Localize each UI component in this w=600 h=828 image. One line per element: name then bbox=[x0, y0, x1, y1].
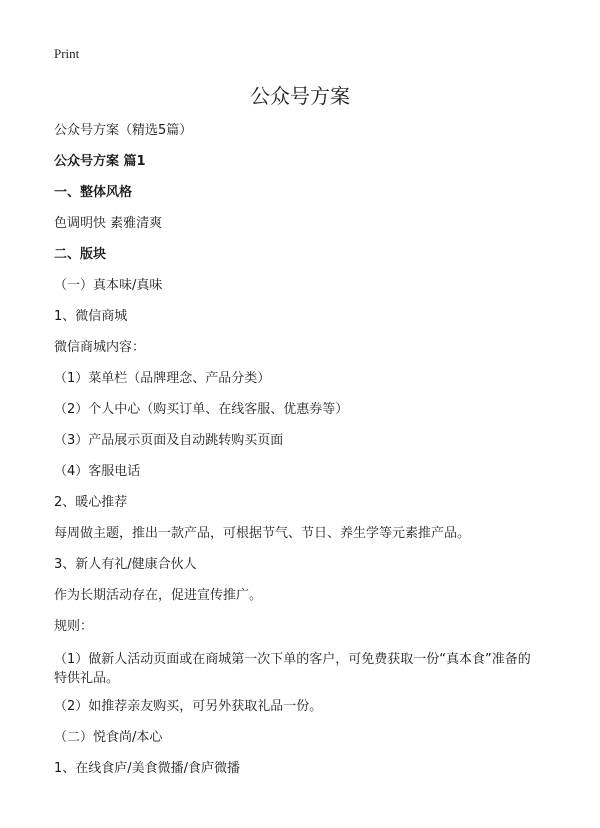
list-item: （2）如推荐亲友购买，可另外获取礼品一份。 bbox=[54, 699, 323, 714]
subheading-line: （一）真本味/真味 bbox=[54, 278, 163, 293]
list-item: 2、暖心推荐 bbox=[54, 495, 128, 510]
paragraph-line: 规则： bbox=[54, 619, 94, 634]
list-item: （1）菜单栏（品牌理念、产品分类） bbox=[54, 371, 271, 386]
document-title: 公众号方案 bbox=[250, 84, 350, 108]
list-item: 1、在线食庐/美食微播/食庐微播 bbox=[54, 761, 241, 776]
list-item: （3）产品展示页面及自动跳转购买页面 bbox=[54, 433, 284, 448]
paragraph-line: 色调明快 素雅清爽 bbox=[54, 216, 163, 231]
subtitle-line: 公众号方案（精选5篇） bbox=[54, 123, 193, 138]
list-item: （4）客服电话 bbox=[54, 464, 141, 479]
list-item: （1）做新人活动页面或在商城第一次下单的客户，可免费获取一份“真本食”准备的特供礼品。 bbox=[54, 652, 531, 686]
subheading-line: （二）悦食尚/本心 bbox=[54, 730, 163, 745]
section-heading-part1: 公众号方案 篇1 bbox=[54, 154, 146, 169]
list-item: （2）个人中心（购买订单、在线客服、优惠券等） bbox=[54, 402, 349, 417]
list-item: 1、微信商城 bbox=[54, 309, 128, 324]
list-item: 3、新人有礼/健康合伙人 bbox=[54, 557, 197, 572]
print-label: Print bbox=[54, 46, 80, 61]
paragraph-line: 作为长期活动存在，促进宣传推广。 bbox=[54, 588, 263, 603]
paragraph-line: 每周做主题，推出一款产品，可根据节气、节日、养生学等元素推产品。 bbox=[54, 526, 471, 541]
heading-overall-style: 一、整体风格 bbox=[54, 185, 133, 200]
heading-sections: 二、版块 bbox=[54, 247, 107, 262]
paragraph-line: 微信商城内容： bbox=[54, 340, 146, 355]
